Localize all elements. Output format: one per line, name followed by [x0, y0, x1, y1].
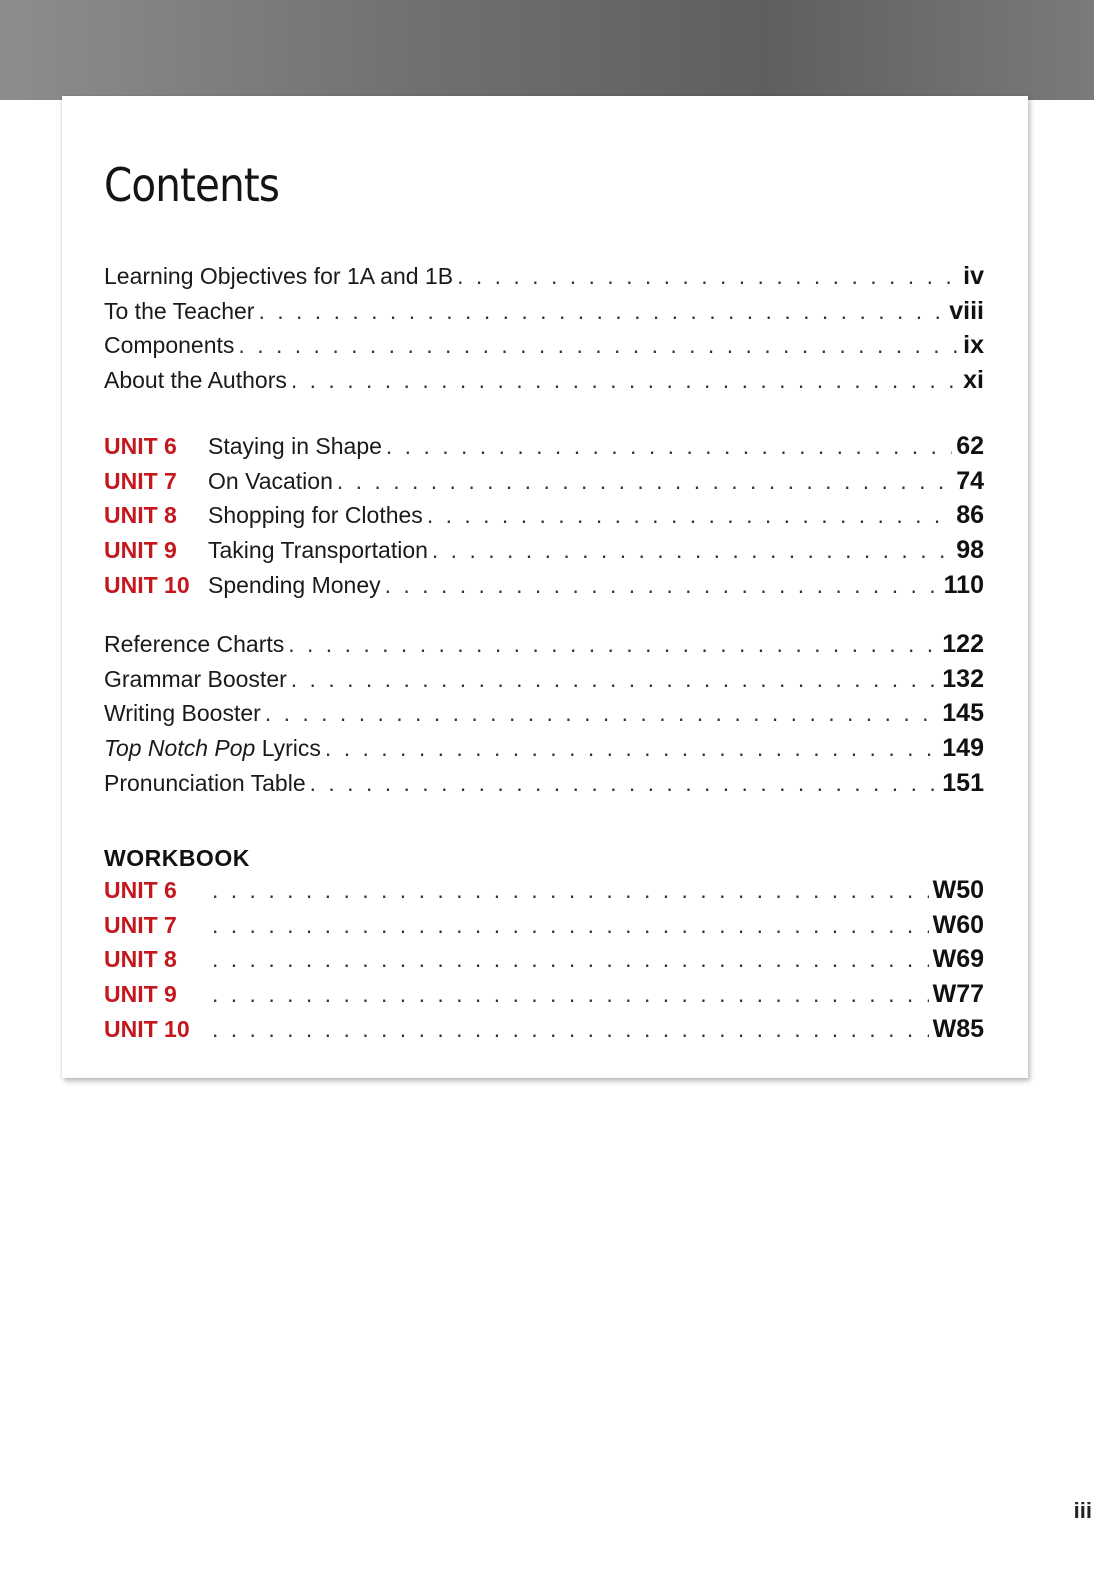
toc-page-number: W60 — [932, 910, 984, 939]
dot-leader — [291, 666, 939, 693]
top-gray-band — [0, 0, 1094, 100]
workbook-heading: WORKBOOK — [104, 845, 250, 871]
toc-row-workbook-unit-8[interactable] — [104, 945, 984, 980]
toc-row-workbook-unit-7[interactable] — [104, 911, 984, 946]
dot-leader — [288, 631, 938, 658]
toc-entry-text: Shopping for Clothes — [208, 502, 423, 529]
toc-page-number: viii — [949, 296, 984, 325]
toc-row-unit-10[interactable] — [104, 571, 984, 606]
toc-page-number: W85 — [932, 1014, 984, 1043]
front-matter-list — [104, 262, 984, 401]
unit-label: UNIT 7 — [104, 911, 177, 938]
toc-row-writing-booster[interactable] — [104, 699, 984, 734]
dot-leader — [291, 367, 959, 394]
unit-label: UNIT 10 — [104, 1015, 190, 1042]
toc-page-number: 98 — [956, 536, 984, 565]
dot-leader — [337, 468, 952, 495]
page-folio: iii — [1073, 1498, 1092, 1523]
dot-leader — [212, 1016, 929, 1043]
toc-page-number: W69 — [932, 945, 984, 974]
toc-entry-text — [104, 735, 321, 762]
toc-page-number: xi — [963, 366, 984, 395]
toc-entry-text: On Vacation — [208, 467, 333, 494]
toc-entry-text: Staying in Shape — [208, 433, 382, 459]
unit-label: UNIT 7 — [104, 467, 177, 494]
toc-entry-text: Writing Booster — [104, 700, 261, 727]
toc-row-workbook-unit-10[interactable] — [104, 1015, 984, 1050]
dot-leader — [265, 700, 938, 727]
toc-entry-text: Taking Transportation — [208, 537, 428, 564]
toc-row-pop-lyrics[interactable] — [104, 734, 984, 769]
dot-leader — [325, 735, 938, 762]
workbook-list — [104, 840, 984, 1049]
toc-page-number: 86 — [956, 501, 984, 530]
toc-entry-text: Components — [104, 332, 235, 359]
toc-row-learning-objectives[interactable] — [104, 262, 984, 297]
unit-label: UNIT 10 — [104, 571, 190, 598]
toc-row-unit-7[interactable] — [104, 467, 984, 502]
dot-leader — [212, 877, 929, 904]
toc-row-grammar-booster[interactable] — [104, 665, 984, 700]
toc-page-number: 145 — [942, 699, 984, 728]
toc-row-about-the-authors[interactable] — [104, 366, 984, 401]
dot-leader — [212, 912, 929, 939]
toc-page-number: 132 — [942, 664, 984, 693]
back-matter-list — [104, 630, 984, 803]
page-title: Contents — [104, 158, 280, 212]
toc-entry-text: About the Authors — [104, 367, 287, 394]
toc-entry-text: Spending Money — [208, 571, 381, 598]
toc-entry-text: Learning Objectives for 1A and 1B — [104, 263, 454, 289]
toc-row-pronunciation-table[interactable] — [104, 769, 984, 804]
dot-leader — [212, 946, 929, 973]
dot-leader — [427, 502, 952, 529]
dot-leader — [212, 981, 929, 1008]
toc-page-number: 62 — [956, 432, 984, 460]
toc-row-to-the-teacher[interactable] — [104, 297, 984, 332]
toc-entry-text: Grammar Booster — [104, 665, 287, 692]
toc-entry-text: Pronunciation Table — [104, 769, 306, 796]
dot-leader — [385, 572, 940, 599]
dot-leader — [386, 433, 952, 460]
toc-page-number: 151 — [942, 768, 984, 797]
unit-label: UNIT 6 — [104, 433, 177, 459]
toc-row-unit-8[interactable] — [104, 501, 984, 536]
toc-page-number: W50 — [932, 876, 984, 904]
unit-label: UNIT 8 — [104, 946, 177, 973]
toc-entry-text: Reference Charts — [104, 631, 285, 657]
dot-leader — [258, 298, 945, 325]
unit-label: UNIT 8 — [104, 502, 177, 529]
toc-row-workbook-unit-6[interactable] — [104, 876, 984, 911]
dot-leader — [238, 332, 959, 359]
unit-label: UNIT 9 — [104, 537, 177, 564]
dot-leader — [457, 263, 959, 290]
toc-row-unit-9[interactable] — [104, 536, 984, 571]
toc-entry-italic: Top Notch Pop — [104, 735, 256, 762]
toc-entry-suffix: Lyrics — [255, 735, 321, 762]
toc-row-unit-6[interactable] — [104, 432, 984, 467]
toc-page-number: iv — [963, 262, 984, 290]
toc-page-number: ix — [963, 331, 984, 360]
toc-page-number: 149 — [942, 734, 984, 763]
unit-label: UNIT 9 — [104, 981, 177, 1008]
toc-page-number: 122 — [942, 630, 984, 658]
toc-row-workbook-unit-9[interactable] — [104, 980, 984, 1015]
units-list — [104, 432, 984, 605]
toc-entry-text: To the Teacher — [104, 297, 255, 324]
toc-page-number: 74 — [956, 466, 984, 495]
toc-page-number: W77 — [932, 980, 984, 1009]
dot-leader — [432, 537, 952, 564]
unit-label: UNIT 6 — [104, 877, 177, 903]
dot-leader — [310, 770, 939, 797]
toc-page-number: 110 — [943, 570, 984, 599]
toc-row-reference-charts[interactable] — [104, 630, 984, 665]
toc-row-components[interactable] — [104, 331, 984, 366]
